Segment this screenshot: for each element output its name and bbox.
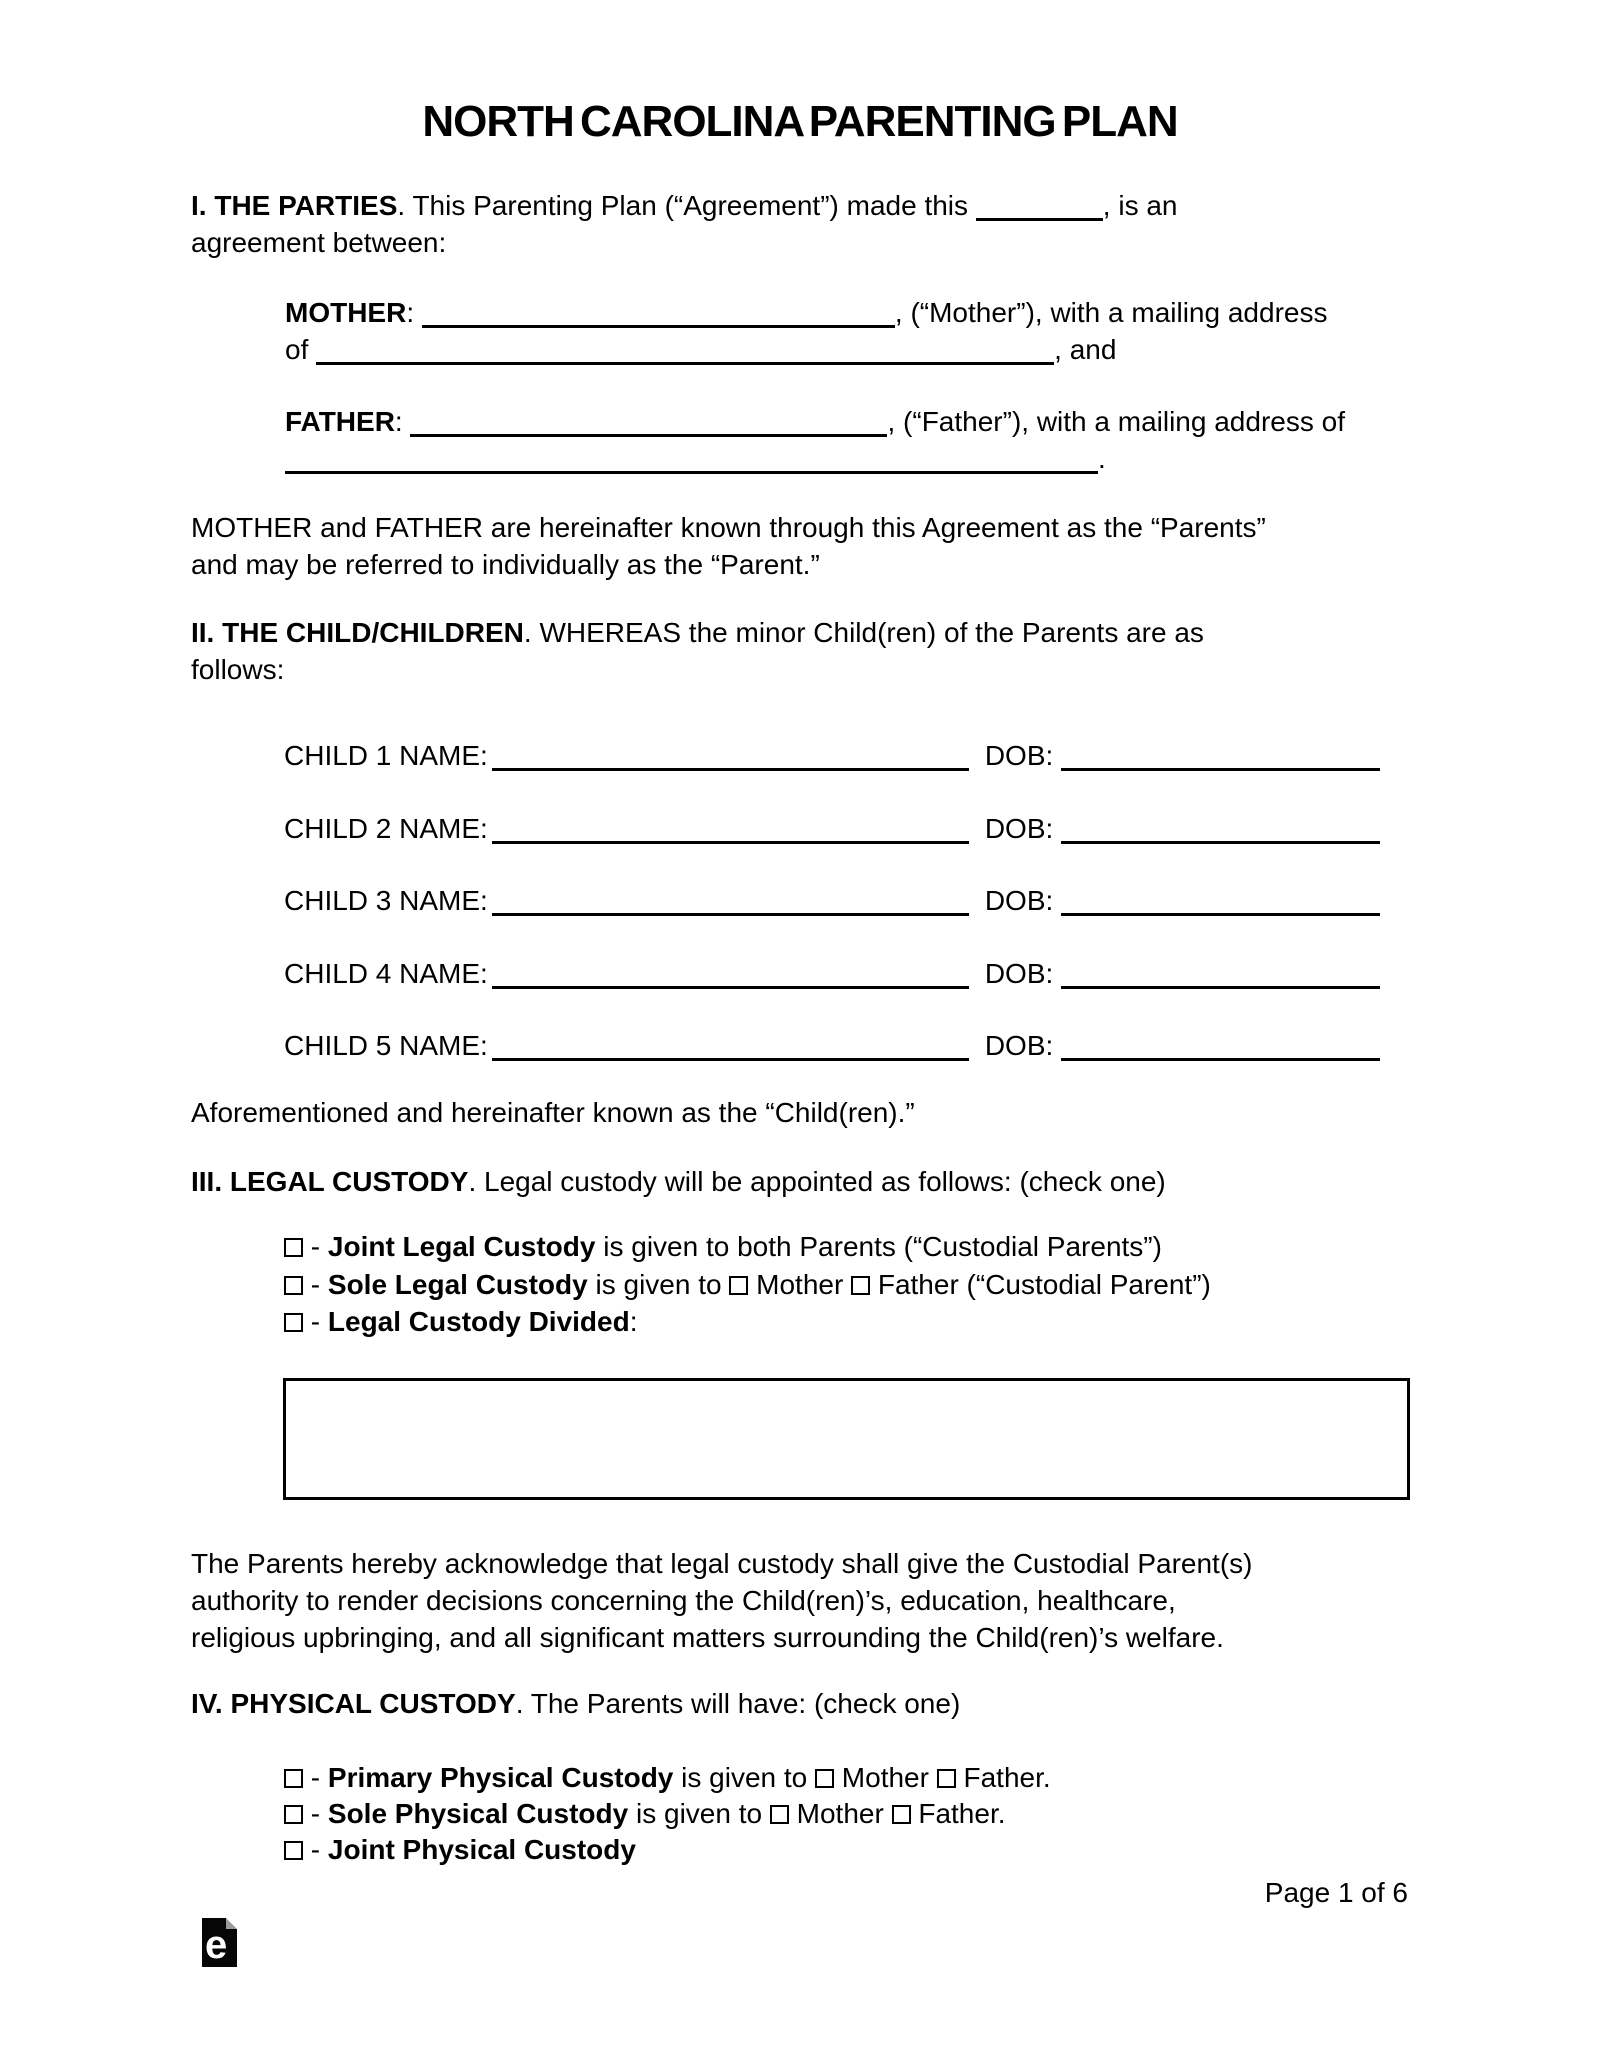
sole-physical-mid: is given to [628,1798,770,1829]
eforms-logo-letter: e [205,1923,228,1967]
primary-physical-sep: - [303,1762,328,1793]
mother-line-2 [285,331,1327,368]
joint-legal-custody-rest: is given to both Parents (“Custodial Parents”) [595,1231,1162,1262]
primary-physical-custody-label: Primary Physical Custody [327,1762,674,1793]
sole-physical-father-checkbox[interactable] [892,1805,911,1824]
father-name-blank[interactable] [410,414,887,437]
sole-physical-custody-label: Sole Physical Custody [327,1798,629,1829]
parents-paragraph-line-2: and may be referred to individually as the “Parent.” [191,549,820,580]
joint-physical-custody-option [284,1831,636,1868]
child-5-label: CHILD 5 NAME: [284,1030,488,1061]
section-4-heading-rest: . The Parents will have: (check one) [515,1688,961,1719]
sole-legal-mother-checkbox[interactable] [729,1276,748,1295]
mother-line-1 [285,294,1327,331]
section-1-intro-text: . This Parenting Plan (“Agreement”) made this [397,190,976,221]
sole-legal-sep: - [303,1269,328,1300]
section-1-intro-text-2: , is an [1102,190,1178,221]
father-block [285,403,1345,477]
child-1-row [284,737,1380,774]
child-2-name-blank[interactable] [492,821,969,844]
father-address-suffix: . [1098,443,1106,474]
child-2-dob-blank[interactable] [1061,821,1380,844]
parents-paragraph-line-1: MOTHER and FATHER are hereinafter known through this Agreement as the “Parents” [191,512,1266,543]
child-1-name-blank[interactable] [492,748,969,771]
mother-address-suffix: , and [1054,334,1117,365]
section-1-heading: I. THE PARTIES [191,190,398,221]
joint-physical-custody-label: Joint Physical Custody [327,1834,636,1865]
page-title: NORTH CAROLINA PARENTING PLAN [422,97,1178,146]
sole-legal-custody-mid: is given to [587,1269,730,1300]
mother-block [285,294,1327,368]
child-1-dob-blank[interactable] [1061,748,1380,771]
primary-physical-father-label: Father. [955,1762,1051,1793]
section-2-heading-block [191,614,1204,688]
sole-legal-custody-label: Sole Legal Custody [327,1269,588,1300]
father-line-2 [285,440,1345,477]
father-address-blank[interactable] [285,451,1098,474]
joint-legal-custody-checkbox[interactable] [284,1238,303,1257]
joint-legal-custody-label: Joint Legal Custody [327,1231,596,1262]
eforms-logo-icon [202,1918,237,1967]
legal-custody-paragraph-line-2: authority to render decisions concerning the Child(ren)’s, education, healthcare, [191,1585,1176,1616]
legal-custody-divided-label: Legal Custody Divided [327,1306,630,1337]
section-2-heading-rest: . WHEREAS the minor Child(ren) of the Parents are as [523,617,1204,648]
father-colon: : [394,406,411,437]
primary-physical-father-checkbox[interactable] [937,1769,956,1788]
section-4-heading-block [191,1685,960,1722]
section-1-intro [191,187,1178,261]
sole-legal-mother-label: Mother [748,1269,852,1300]
child-4-dob-blank[interactable] [1061,966,1380,989]
child-4-row [284,955,1380,992]
primary-physical-mother-checkbox[interactable] [815,1769,834,1788]
legal-custody-divided-option [284,1303,638,1340]
sole-physical-father-label: Father. [910,1798,1006,1829]
page-number: Page 1 of 6 [1264,1877,1408,1908]
section-4-heading: IV. PHYSICAL CUSTODY [191,1688,516,1719]
child-5-dob-label: DOB: [984,1030,1054,1061]
joint-legal-sep: - [303,1231,328,1262]
folded-corner-icon [226,1918,237,1929]
legal-custody-divided-checkbox[interactable] [284,1313,303,1332]
sole-legal-father-label: Father (“Custodial Parent”) [870,1269,1211,1300]
legal-custody-paragraph-line-3: religious upbringing, and all significant matters surrounding the Child(ren)’s welfare. [191,1622,1224,1653]
section-2-heading: II. THE CHILD/CHILDREN [191,617,524,648]
child-2-row [284,810,1380,847]
joint-physical-custody-checkbox[interactable] [284,1841,303,1860]
child-5-dob-blank[interactable] [1061,1038,1380,1061]
section-3-heading-block [191,1163,1166,1200]
section-2-heading-line-1 [191,614,1204,651]
father-after-blank-text: , (“Father”), with a mailing address of [887,406,1345,437]
joint-legal-custody-option [284,1228,1162,1265]
legal-custody-options [284,1228,1424,1343]
section-3-heading: III. LEGAL CUSTODY [191,1166,469,1197]
section-1-intro-line-2: agreement between: [191,227,447,258]
sole-legal-custody-checkbox[interactable] [284,1276,303,1295]
physical-custody-options [284,1759,1424,1871]
child-3-row [284,882,1380,919]
sole-physical-mother-label: Mother [788,1798,892,1829]
child-2-dob-label: DOB: [984,813,1054,844]
sole-legal-custody-option [284,1266,1211,1303]
mother-address-blank[interactable] [316,342,1054,365]
father-label: FATHER [285,406,395,437]
primary-physical-mid: is given to [673,1762,816,1793]
child-3-label: CHILD 3 NAME: [284,885,488,916]
sole-physical-custody-option [284,1795,1006,1832]
child-1-label: CHILD 1 NAME: [284,740,488,771]
legal-custody-divided-textbox[interactable] [283,1378,1410,1500]
primary-physical-custody-option [284,1759,1051,1796]
child-5-name-blank[interactable] [492,1038,969,1061]
mother-after-blank-text: , (“Mother”), with a mailing address [894,297,1328,328]
primary-physical-mother-label: Mother [834,1762,937,1793]
legal-custody-divided-rest: : [629,1306,638,1337]
child-3-dob-label: DOB: [984,885,1054,916]
joint-physical-sep: - [303,1834,328,1865]
sole-physical-custody-checkbox[interactable] [284,1805,303,1824]
sole-legal-father-checkbox[interactable] [851,1276,870,1295]
mother-address-prefix: of [285,334,317,365]
child-4-label: CHILD 4 NAME: [284,958,488,989]
child-2-label: CHILD 2 NAME: [284,813,488,844]
father-line-1 [285,403,1345,440]
children-closing-line: Aforementioned and hereinafter known as the “Child(ren).” [191,1097,915,1128]
section-3-heading-rest: . Legal custody will be appointed as follows: (check one) [468,1166,1166,1197]
mother-colon: : [406,297,422,328]
child-5-row [284,1027,1380,1064]
children-list [284,737,1424,1067]
primary-physical-custody-checkbox[interactable] [284,1769,303,1788]
child-4-dob-label: DOB: [984,958,1054,989]
legal-custody-paragraph-line-1: The Parents hereby acknowledge that legal custody shall give the Custodial Parent(s) [191,1548,1253,1579]
child-4-name-blank[interactable] [492,966,969,989]
legal-custody-paragraph [191,1545,1252,1656]
parents-paragraph [191,509,1266,583]
divided-sep: - [303,1306,328,1337]
mother-name-blank[interactable] [422,305,895,328]
sole-physical-mother-checkbox[interactable] [770,1805,789,1824]
child-3-name-blank[interactable] [492,893,969,916]
child-3-dob-blank[interactable] [1061,893,1380,916]
section-1-intro-line-1 [191,187,1178,224]
child-1-dob-label: DOB: [984,740,1054,771]
agreement-date-blank[interactable] [976,198,1103,221]
mother-label: MOTHER [285,297,407,328]
sole-physical-sep: - [303,1798,328,1829]
section-2-heading-line-2: follows: [191,654,285,685]
